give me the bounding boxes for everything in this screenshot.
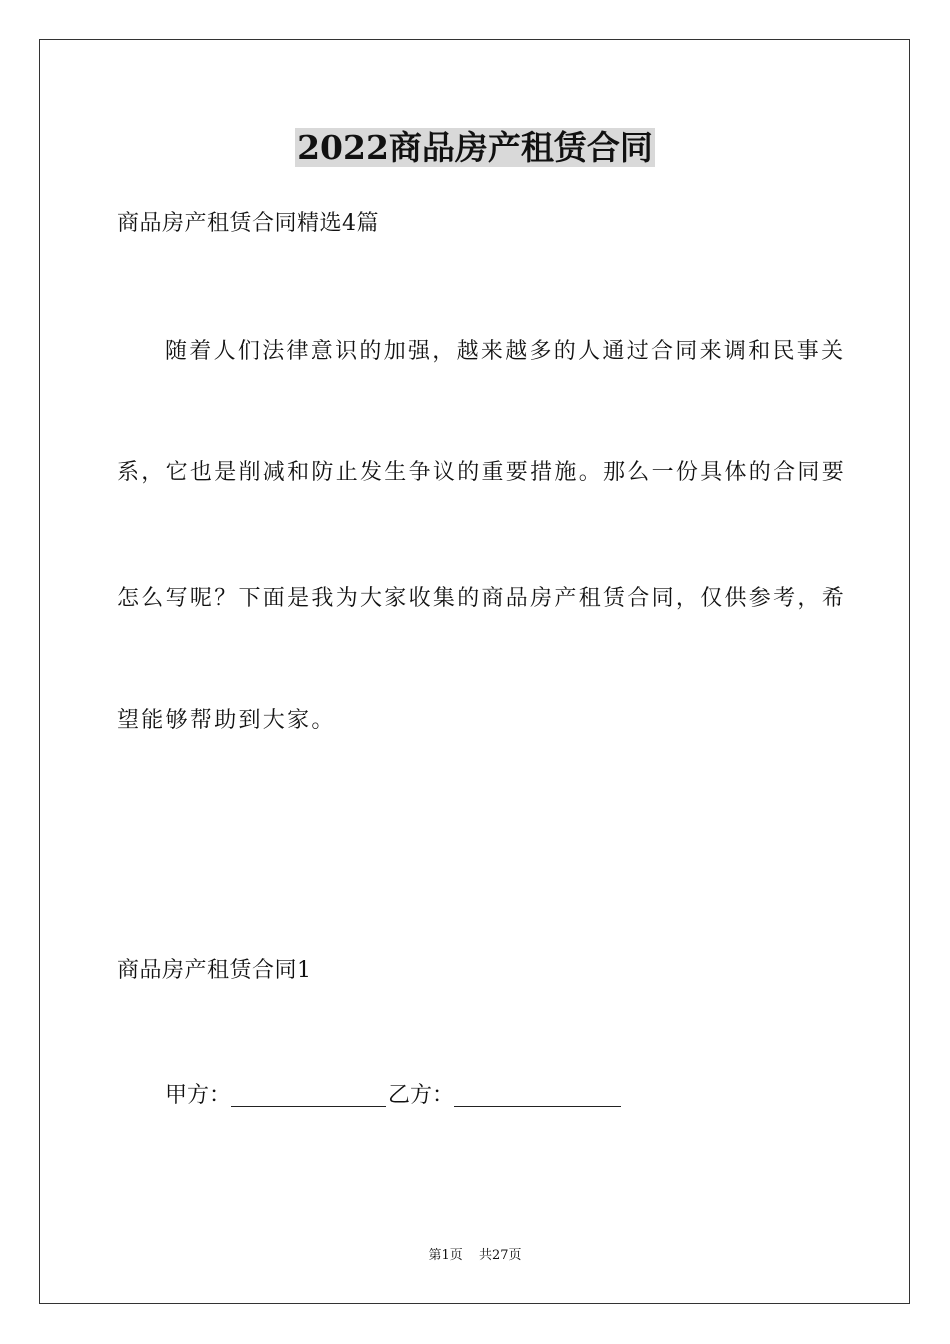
page-current: 第1页 (428, 1248, 463, 1263)
party-b-label: 乙方： (388, 1083, 455, 1108)
page-total: 共27页 (478, 1248, 522, 1263)
intro-line-1: 随着人们法律意识的加强，越来越多的人通过合同来调和民事关 (165, 339, 846, 364)
section-heading: 商品房产租赁合同1 (117, 958, 312, 983)
page-footer (0, 1247, 950, 1265)
intro-line-4: 望能够帮助到大家。 (117, 708, 336, 733)
intro-line-3: 怎么写呢？下面是我为大家收集的商品房产租赁合同，仅供参考，希 (117, 586, 847, 611)
intro-line-2: 系，它也是削减和防止发生争议的重要措施。那么一份具体的合同要 (117, 460, 847, 485)
party-line (165, 1081, 621, 1111)
party-b-blank (454, 1084, 621, 1107)
document-title (0, 126, 950, 170)
document-title-text: 2022商品房产租赁合同 (297, 128, 653, 167)
document-subtitle: 商品房产租赁合同精选4篇 (117, 211, 379, 236)
party-a-label: 甲方： (165, 1083, 232, 1108)
party-a-blank (231, 1084, 386, 1107)
